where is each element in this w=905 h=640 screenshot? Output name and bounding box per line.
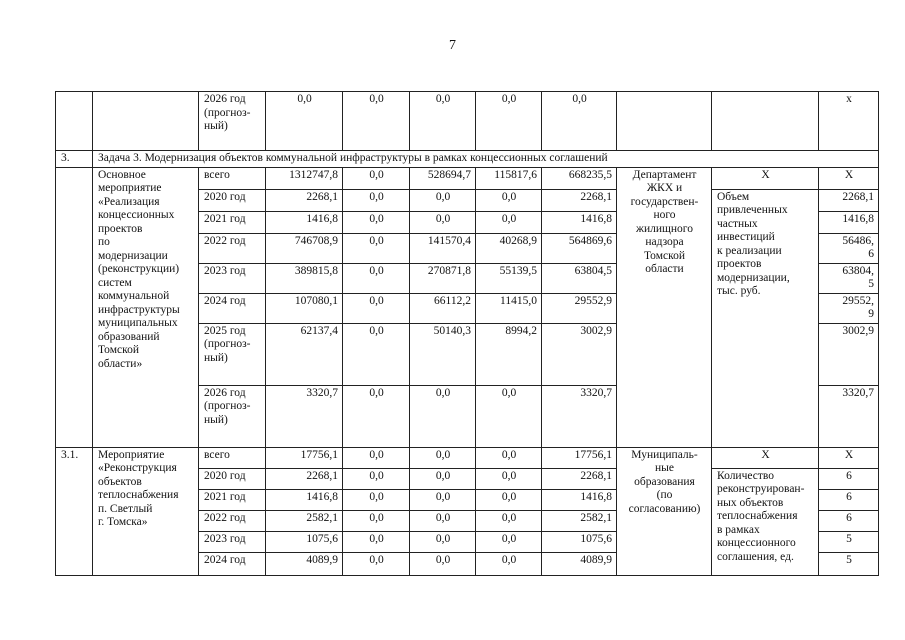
value-cell: 270871,8	[410, 263, 476, 293]
indicator-value-cell: 6	[819, 468, 879, 489]
value-cell: 0,0	[343, 552, 410, 575]
indicator-value-cell: Х	[819, 447, 879, 468]
value-cell: 0,0	[476, 468, 542, 489]
value-cell: 0,0	[343, 92, 410, 151]
value-cell: 0,0	[343, 385, 410, 447]
num-cell: 3.1.	[56, 447, 93, 575]
value-cell: 17756,1	[266, 447, 343, 468]
year-cell: 2021 год	[199, 489, 266, 510]
value-cell: 0,0	[343, 293, 410, 323]
indicator-value-cell: 6	[819, 510, 879, 531]
value-cell: 63804,5	[542, 263, 617, 293]
value-cell: 0,0	[476, 510, 542, 531]
table-row	[56, 92, 879, 151]
value-cell: 115817,6	[476, 167, 542, 189]
value-cell: 0,0	[343, 233, 410, 263]
value-cell: 17756,1	[542, 447, 617, 468]
value-cell: 2582,1	[542, 510, 617, 531]
year-cell: 2023 год	[199, 263, 266, 293]
value-cell: 4089,9	[542, 552, 617, 575]
value-cell: 0,0	[410, 489, 476, 510]
executor-cell: Муниципаль- ные образования (по согласованию)	[617, 447, 712, 575]
name-cell	[93, 92, 199, 151]
value-cell: 668235,5	[542, 167, 617, 189]
value-cell: 0,0	[343, 323, 410, 385]
indicator-value-cell: Х	[819, 167, 879, 189]
value-cell: 0,0	[266, 92, 343, 151]
table-row	[56, 447, 879, 468]
value-cell: 1416,8	[542, 489, 617, 510]
value-cell: 66112,2	[410, 293, 476, 323]
value-cell: 2268,1	[266, 468, 343, 489]
value-cell: 55139,5	[476, 263, 542, 293]
value-cell: 1312747,8	[266, 167, 343, 189]
value-cell: 0,0	[410, 552, 476, 575]
value-cell: 746708,9	[266, 233, 343, 263]
value-cell: 528694,7	[410, 167, 476, 189]
year-cell: 2021 год	[199, 211, 266, 233]
year-cell: всего	[199, 447, 266, 468]
value-cell: 11415,0	[476, 293, 542, 323]
activity-name: Основное мероприятие «Реализация концессионных проектов по модернизации (реконструкции) систем коммунальной инфраструктуры муниципальных образований Томской области»	[93, 167, 199, 447]
value-cell: 3320,7	[266, 385, 343, 447]
value-cell: 2582,1	[266, 510, 343, 531]
value-cell: 1075,6	[542, 531, 617, 552]
activity-name: Мероприятие «Реконструкция объектов теплоснабжения п. Светлый г. Томска»	[93, 447, 199, 575]
value-cell: 2268,1	[542, 468, 617, 489]
executor-cell	[617, 92, 712, 151]
value-cell: 0,0	[476, 385, 542, 447]
task-num-cell: 3.	[56, 151, 93, 168]
value-cell: 1416,8	[266, 211, 343, 233]
indicator-value-cell: 3320,7	[819, 385, 879, 447]
value-cell: 0,0	[410, 189, 476, 211]
year-cell: 2020 год	[199, 189, 266, 211]
value-cell: 107080,1	[266, 293, 343, 323]
budget-table	[55, 91, 879, 576]
value-cell: 0,0	[476, 211, 542, 233]
value-cell: 0,0	[476, 531, 542, 552]
value-cell: 3002,9	[542, 323, 617, 385]
value-cell: 0,0	[343, 189, 410, 211]
value-cell: 0,0	[410, 211, 476, 233]
value-cell: 0,0	[410, 385, 476, 447]
value-cell: 0,0	[476, 189, 542, 211]
value-cell: 389815,8	[266, 263, 343, 293]
value-cell: 0,0	[343, 489, 410, 510]
value-cell: 0,0	[542, 92, 617, 151]
year-cell: 2024 год	[199, 293, 266, 323]
value-cell: 0,0	[343, 468, 410, 489]
value-cell: 0,0	[476, 552, 542, 575]
value-cell: 3320,7	[542, 385, 617, 447]
indicator-value-cell: х	[819, 92, 879, 151]
indicator-value-cell: 1416,8	[819, 211, 879, 233]
indicator-value-cell: 56486, 6	[819, 233, 879, 263]
value-cell: 1416,8	[266, 489, 343, 510]
value-cell: 0,0	[343, 447, 410, 468]
value-cell: 62137,4	[266, 323, 343, 385]
value-cell: 0,0	[343, 211, 410, 233]
indicator-header: Х	[712, 447, 819, 468]
year-cell: 2022 год	[199, 510, 266, 531]
year-cell: 2020 год	[199, 468, 266, 489]
value-cell: 0,0	[343, 510, 410, 531]
value-cell: 0,0	[343, 263, 410, 293]
indicator-cell	[712, 92, 819, 151]
value-cell: 0,0	[476, 489, 542, 510]
page-number: 7	[449, 38, 456, 53]
value-cell: 1075,6	[266, 531, 343, 552]
table-row	[56, 151, 879, 168]
value-cell: 564869,6	[542, 233, 617, 263]
value-cell: 2268,1	[266, 189, 343, 211]
value-cell: 50140,3	[410, 323, 476, 385]
year-cell: 2022 год	[199, 233, 266, 263]
value-cell: 0,0	[476, 92, 542, 151]
year-cell: 2023 год	[199, 531, 266, 552]
indicator-value-cell: 6	[819, 489, 879, 510]
indicator-description: Объем привлеченных частных инвестиций к реализации проектов модернизации, тыс. руб.	[712, 189, 819, 447]
year-cell: 2026 год (прогноз- ный)	[199, 92, 266, 151]
year-cell: 2026 год (прогноз- ный)	[199, 385, 266, 447]
task-title: Задача 3. Модернизация объектов коммунальной инфраструктуры в рамках концессионных соглашений	[93, 151, 879, 168]
value-cell: 0,0	[410, 92, 476, 151]
num-cell	[56, 167, 93, 447]
value-cell: 0,0	[410, 510, 476, 531]
year-cell: 2024 год	[199, 552, 266, 575]
year-cell: 2025 год (прогноз- ный)	[199, 323, 266, 385]
year-cell: всего	[199, 167, 266, 189]
value-cell: 0,0	[343, 531, 410, 552]
value-cell: 1416,8	[542, 211, 617, 233]
num-cell	[56, 92, 93, 151]
value-cell: 4089,9	[266, 552, 343, 575]
indicator-value-cell: 5	[819, 531, 879, 552]
value-cell: 0,0	[343, 167, 410, 189]
indicator-value-cell: 5	[819, 552, 879, 575]
indicator-description: Количество реконструирован- ных объектов теплоснабжения в рамках концессионного соглашения, ед.	[712, 468, 819, 575]
indicator-value-cell: 2268,1	[819, 189, 879, 211]
table-row	[56, 167, 879, 189]
value-cell: 29552,9	[542, 293, 617, 323]
value-cell: 8994,2	[476, 323, 542, 385]
value-cell: 0,0	[410, 531, 476, 552]
value-cell: 141570,4	[410, 233, 476, 263]
executor-cell: Департамент ЖКХ и государствен- ного жилищного надзора Томской области	[617, 167, 712, 447]
value-cell: 2268,1	[542, 189, 617, 211]
indicator-value-cell: 3002,9	[819, 323, 879, 385]
value-cell: 0,0	[476, 447, 542, 468]
indicator-value-cell: 29552, 9	[819, 293, 879, 323]
value-cell: 40268,9	[476, 233, 542, 263]
indicator-header: Х	[712, 167, 819, 189]
indicator-value-cell: 63804, 5	[819, 263, 879, 293]
value-cell: 0,0	[410, 447, 476, 468]
value-cell: 0,0	[410, 468, 476, 489]
